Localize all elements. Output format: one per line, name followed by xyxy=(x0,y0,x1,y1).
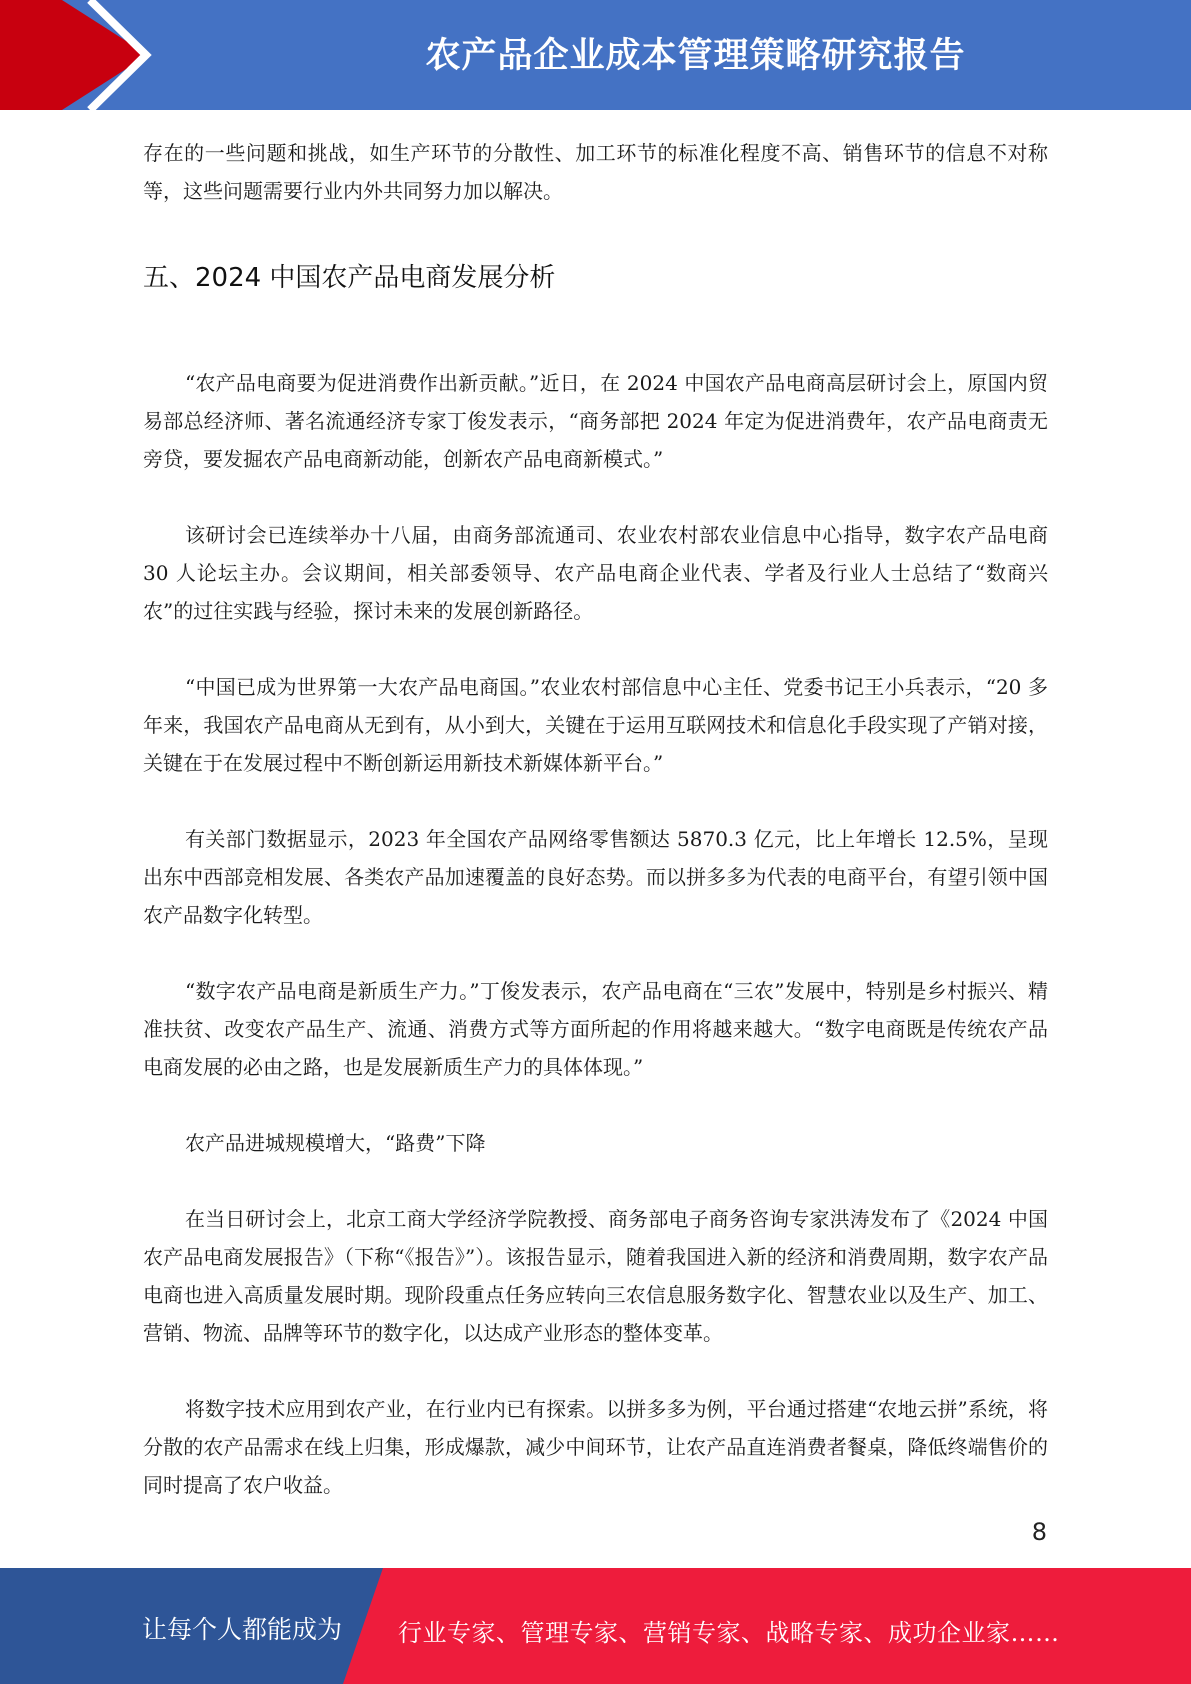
body-paragraph: 有关部门数据显示，2023 年全国农产品网络零售额达 5870.3 亿元，比上年增长 12.5%，呈现出东中西部竞相发展、各类农产品加速覆盖的良好态势。而以拼多多为代表的电商平台，有望引领中国农产品数字化转型。 xyxy=(143,827,1048,927)
body-paragraph: “数字农产品电商是新质生产力。”丁俊发表示，农产品电商在“三农”发展中，特别是乡村振兴、精准扶贫、改变农产品生产、流通、消费方式等方面所起的作用将越来越大。“数字电商既是传统农产品电商发展的必由之路，也是发展新质生产力的具体体现。” xyxy=(143,979,1048,1079)
body-paragraph: 将数字技术应用到农产业，在行业内已有探索。以拼多多为例，平台通过搭建“农地云拼”系统，将分散的农产品需求在线上归集，形成爆款，减少中间环节，让农产品直连消费者餐桌，降低终端售价的同时提高了农户收益。 xyxy=(143,1397,1048,1497)
header-banner xyxy=(0,0,1191,110)
subheading-paragraph: 农产品进城规模增大，“路费”下降 xyxy=(185,1131,486,1155)
body-paragraph: “农产品电商要为促进消费作出新贡献。”近日，在 2024 中国农产品电商高层研讨会上，原国内贸易部总经济师、著名流通经济专家丁俊发表示，“商务部把 2024 年定为促进消费年，农产品电商责无旁贷，要发掘农产品电商新动能，创新农产品电商新模式。” xyxy=(143,371,1048,471)
body-paragraph: 在当日研讨会上，北京工商大学经济学院教授、商务部电子商务咨询专家洪涛发布了《2024 中国农产品电商发展报告》（下称“《报告》”）。该报告显示，随着我国进入新的经济和消费周期，数字农产品电商也进入高质量发展时期。现阶段重点任务应转向三农信息服务数字化、智慧农业以及生产、加工、营销、物流、品牌等环节的数字化，以达成产业形态的整体变革。 xyxy=(143,1207,1048,1345)
report-title: 农产品企业成本管理策略研究报告 xyxy=(425,36,966,76)
continuation-paragraph: 存在的一些问题和挑战，如生产环节的分散性、加工环节的标准化程度不高、销售环节的信息不对称等，这些问题需要行业内外共同努力加以解决。 xyxy=(143,141,1048,203)
footer-slogan-right: 行业专家、管理专家、营销专家、战略专家、成功企业家…… xyxy=(398,1619,1060,1647)
page-number: 8 xyxy=(1031,1518,1047,1546)
footer-banner xyxy=(0,1568,1191,1684)
page-content xyxy=(143,134,1048,1504)
section-heading: 五、2024 中国农产品电商发展分析 xyxy=(143,263,556,293)
body-paragraph: 该研讨会已连续举办十八届，由商务部流通司、农业农村部农业信息中心指导，数字农产品电商 30 人论坛主办。会议期间，相关部委领导、农产品电商企业代表、学者及行业人士总结了“数商兴农”的过往实践与经验，探讨未来的发展创新路径。 xyxy=(143,523,1048,623)
footer-slogan-left: 让每个人都能成为 xyxy=(142,1615,343,1644)
body-paragraph: “中国已成为世界第一大农产品电商国。”农业农村部信息中心主任、党委书记王小兵表示，“20 多年来，我国农产品电商从无到有，从小到大，关键在于运用互联网技术和信息化手段实现了产销对接，关键在于在发展过程中不断创新运用新技术新媒体新平台。” xyxy=(143,675,1048,775)
